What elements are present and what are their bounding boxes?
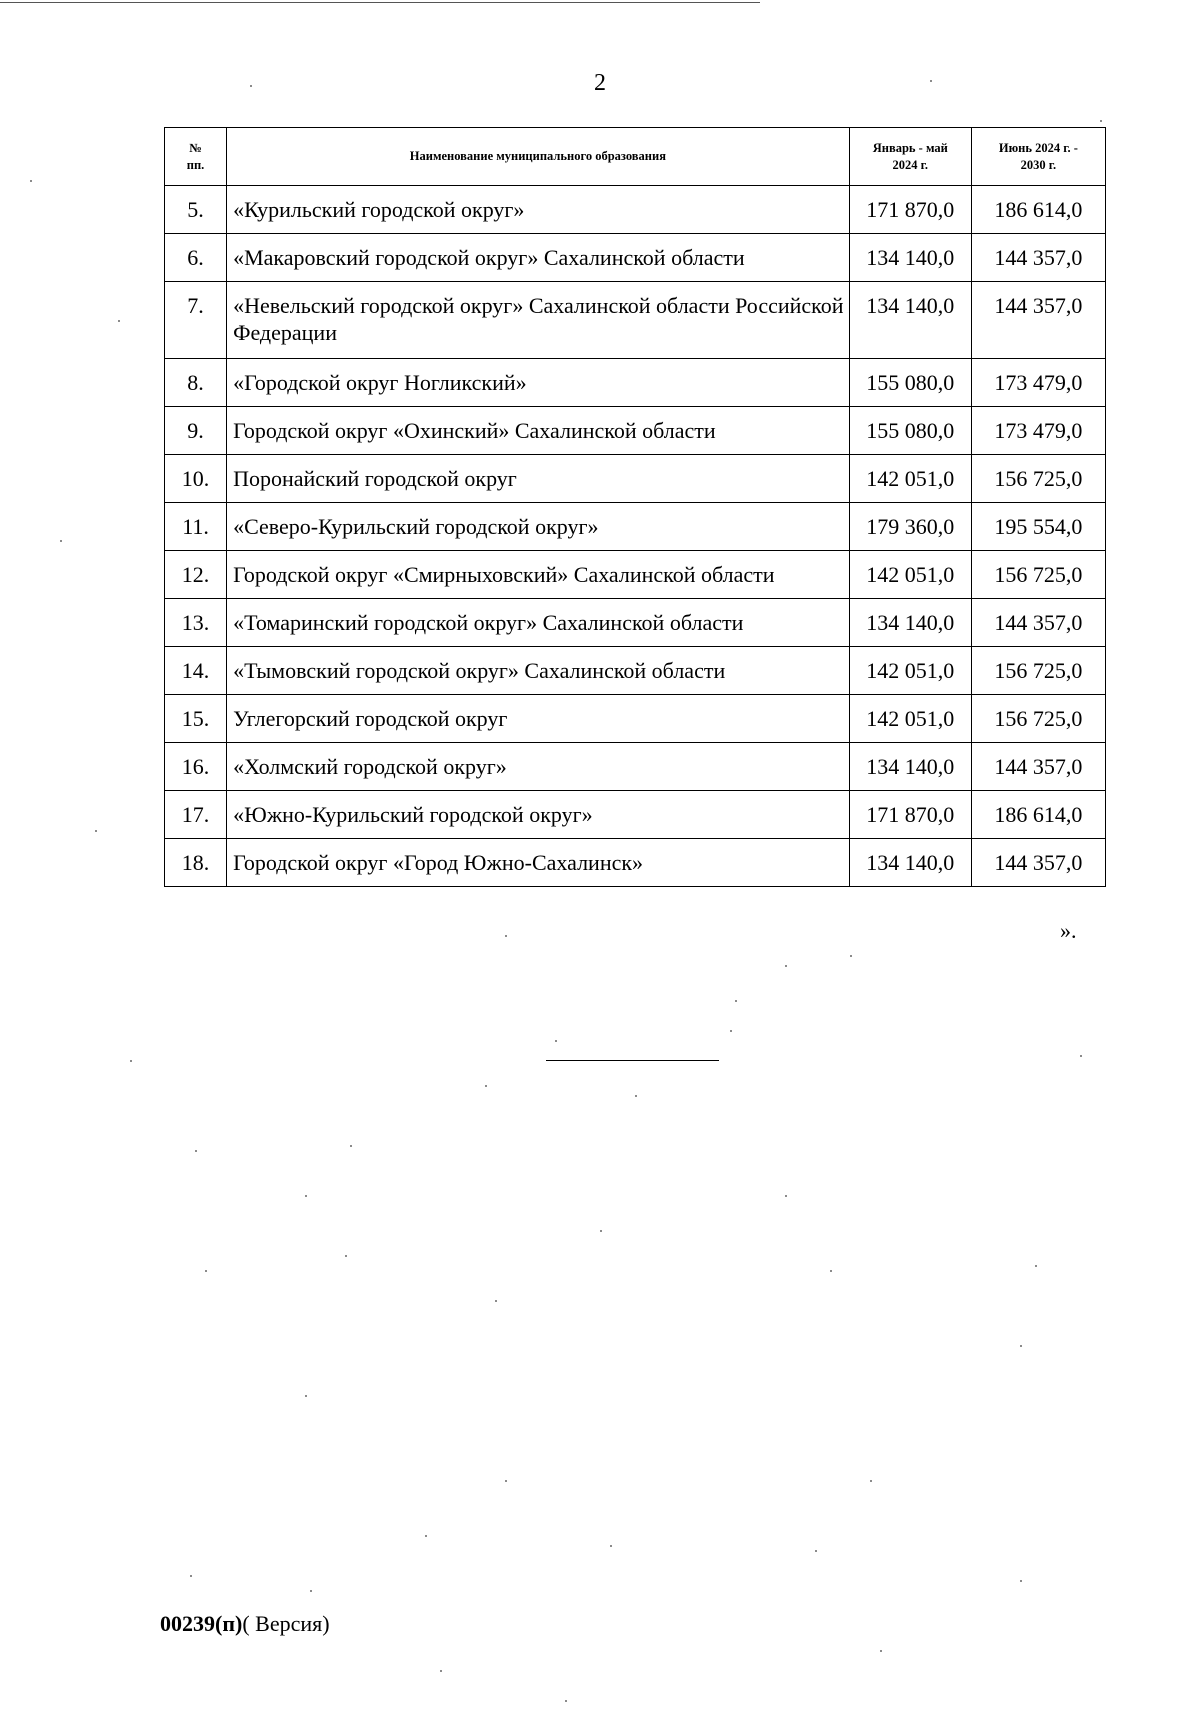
row-number: 15.	[165, 695, 227, 743]
table-row	[165, 407, 1106, 455]
municipality-name: «Северо-Курильский городской округ»	[227, 503, 850, 551]
row-number: 14.	[165, 647, 227, 695]
value-jan-may-2024: 155 080,0	[849, 359, 971, 407]
municipality-name: «Южно-Курильский городской округ»	[227, 791, 850, 839]
header-text: Июнь 2024 г. - 2030 г.	[998, 140, 1078, 172]
row-number: 18.	[165, 839, 227, 887]
municipality-name: «Макаровский городской округ» Сахалинской области	[227, 234, 850, 282]
scan-speck	[565, 1700, 567, 1702]
scan-speck	[880, 1650, 882, 1652]
scan-speck	[350, 1145, 352, 1147]
scan-speck	[815, 1550, 817, 1552]
value-jun-2024-2030: 144 357,0	[971, 839, 1105, 887]
scan-speck	[195, 1150, 197, 1152]
row-number: 17.	[165, 791, 227, 839]
value-jan-may-2024: 142 051,0	[849, 695, 971, 743]
scan-speck	[495, 1300, 497, 1302]
value-jun-2024-2030: 173 479,0	[971, 407, 1105, 455]
municipality-name: Углегорский городской округ	[227, 695, 850, 743]
municipality-name: «Томаринский городской округ» Сахалинской области	[227, 599, 850, 647]
end-separator-line	[546, 1060, 719, 1061]
municipality-name: Городской округ «Город Южно-Сахалинск»	[227, 839, 850, 887]
value-jan-may-2024: 134 140,0	[849, 839, 971, 887]
header-jun-2024-2030	[971, 128, 1105, 186]
row-number: 9.	[165, 407, 227, 455]
value-jun-2024-2030: 144 357,0	[971, 234, 1105, 282]
scan-speck	[95, 830, 97, 832]
scan-speck	[118, 320, 120, 322]
scan-speck	[1020, 1580, 1022, 1582]
document-code: 00239(п)	[160, 1611, 243, 1636]
table-row	[165, 234, 1106, 282]
header-jan-may-2024	[849, 128, 971, 186]
scan-speck	[785, 965, 787, 967]
value-jan-may-2024: 171 870,0	[849, 186, 971, 234]
row-number: 13.	[165, 599, 227, 647]
row-number: 12.	[165, 551, 227, 599]
value-jan-may-2024: 134 140,0	[849, 599, 971, 647]
value-jun-2024-2030: 156 725,0	[971, 455, 1105, 503]
scan-speck	[425, 1535, 427, 1537]
header-municipality-name	[227, 128, 850, 186]
scan-speck	[305, 1195, 307, 1197]
value-jun-2024-2030: 144 357,0	[971, 743, 1105, 791]
municipality-name: Городской округ «Охинский» Сахалинской области	[227, 407, 850, 455]
scan-speck	[600, 1230, 602, 1232]
scan-speck	[1080, 1055, 1082, 1057]
municipality-table	[164, 127, 1106, 887]
scan-speck	[1020, 1345, 1022, 1347]
row-number: 6.	[165, 234, 227, 282]
table-row	[165, 743, 1106, 791]
scan-speck	[730, 1030, 732, 1032]
value-jan-may-2024: 179 360,0	[849, 503, 971, 551]
value-jun-2024-2030: 173 479,0	[971, 359, 1105, 407]
scan-speck	[130, 1060, 132, 1062]
row-number: 16.	[165, 743, 227, 791]
header-number	[165, 128, 227, 186]
scan-speck	[850, 955, 852, 957]
table-header-row	[165, 128, 1106, 186]
scan-speck	[505, 935, 507, 937]
table-row	[165, 503, 1106, 551]
row-number: 5.	[165, 186, 227, 234]
value-jun-2024-2030: 186 614,0	[971, 791, 1105, 839]
scan-speck	[735, 1000, 737, 1002]
value-jan-may-2024: 142 051,0	[849, 647, 971, 695]
scan-speck	[870, 1480, 872, 1482]
row-number: 7.	[165, 282, 227, 359]
table-row	[165, 551, 1106, 599]
table-row	[165, 791, 1106, 839]
municipality-name: «Невельский городской округ» Сахалинской области Российской Федерации	[227, 282, 850, 359]
value-jan-may-2024: 171 870,0	[849, 791, 971, 839]
header-text: Январь - май 2024 г.	[872, 140, 948, 172]
table-row	[165, 282, 1106, 359]
value-jun-2024-2030: 195 554,0	[971, 503, 1105, 551]
scan-speck	[635, 1095, 637, 1097]
scan-speck	[830, 1270, 832, 1272]
scan-speck	[250, 85, 252, 87]
scan-speck	[190, 1575, 192, 1577]
value-jan-may-2024: 134 140,0	[849, 234, 971, 282]
row-number: 8.	[165, 359, 227, 407]
table-body	[165, 186, 1106, 887]
value-jan-may-2024: 142 051,0	[849, 455, 971, 503]
document-version: ( Версия)	[242, 1611, 330, 1636]
municipality-name: Городской округ «Смирныховский» Сахалинской области	[227, 551, 850, 599]
table-row	[165, 359, 1106, 407]
header-text: Наименование муниципального образования	[409, 149, 666, 163]
value-jun-2024-2030: 186 614,0	[971, 186, 1105, 234]
scan-speck	[60, 540, 62, 542]
row-number: 11.	[165, 503, 227, 551]
scan-speck	[345, 1255, 347, 1257]
page-number: 2	[594, 70, 606, 96]
municipality-name: «Курильский городской округ»	[227, 186, 850, 234]
table-row	[165, 647, 1106, 695]
scan-speck	[610, 1545, 612, 1547]
value-jan-may-2024: 155 080,0	[849, 407, 971, 455]
value-jan-may-2024: 134 140,0	[849, 743, 971, 791]
closing-quote: ».	[1060, 918, 1077, 943]
table-row	[165, 186, 1106, 234]
document-footer	[160, 1611, 330, 1637]
municipality-name: «Тымовский городской округ» Сахалинской области	[227, 647, 850, 695]
municipality-name: «Холмский городской округ»	[227, 743, 850, 791]
municipality-name: Поронайский городской округ	[227, 455, 850, 503]
scan-speck	[205, 1270, 207, 1272]
table-row	[165, 455, 1106, 503]
value-jan-may-2024: 142 051,0	[849, 551, 971, 599]
value-jun-2024-2030: 144 357,0	[971, 282, 1105, 359]
municipality-name: «Городской округ Ногликский»	[227, 359, 850, 407]
value-jun-2024-2030: 156 725,0	[971, 695, 1105, 743]
value-jun-2024-2030: 156 725,0	[971, 647, 1105, 695]
scan-speck	[555, 1040, 557, 1042]
scan-speck	[785, 1195, 787, 1197]
table-row	[165, 839, 1106, 887]
scan-speck	[310, 1590, 312, 1592]
table-row	[165, 599, 1106, 647]
scan-speck	[30, 180, 32, 182]
header-text: № пп.	[186, 140, 205, 172]
scan-speck	[505, 1480, 507, 1482]
top-border-line	[0, 2, 760, 3]
row-number: 10.	[165, 455, 227, 503]
scan-speck	[440, 1670, 442, 1672]
scan-speck	[1100, 120, 1102, 122]
scan-speck	[485, 1085, 487, 1087]
table-row	[165, 695, 1106, 743]
value-jun-2024-2030: 156 725,0	[971, 551, 1105, 599]
scan-speck	[305, 1395, 307, 1397]
scan-speck	[1035, 1265, 1037, 1267]
scan-speck	[930, 80, 932, 82]
value-jun-2024-2030: 144 357,0	[971, 599, 1105, 647]
value-jan-may-2024: 134 140,0	[849, 282, 971, 359]
